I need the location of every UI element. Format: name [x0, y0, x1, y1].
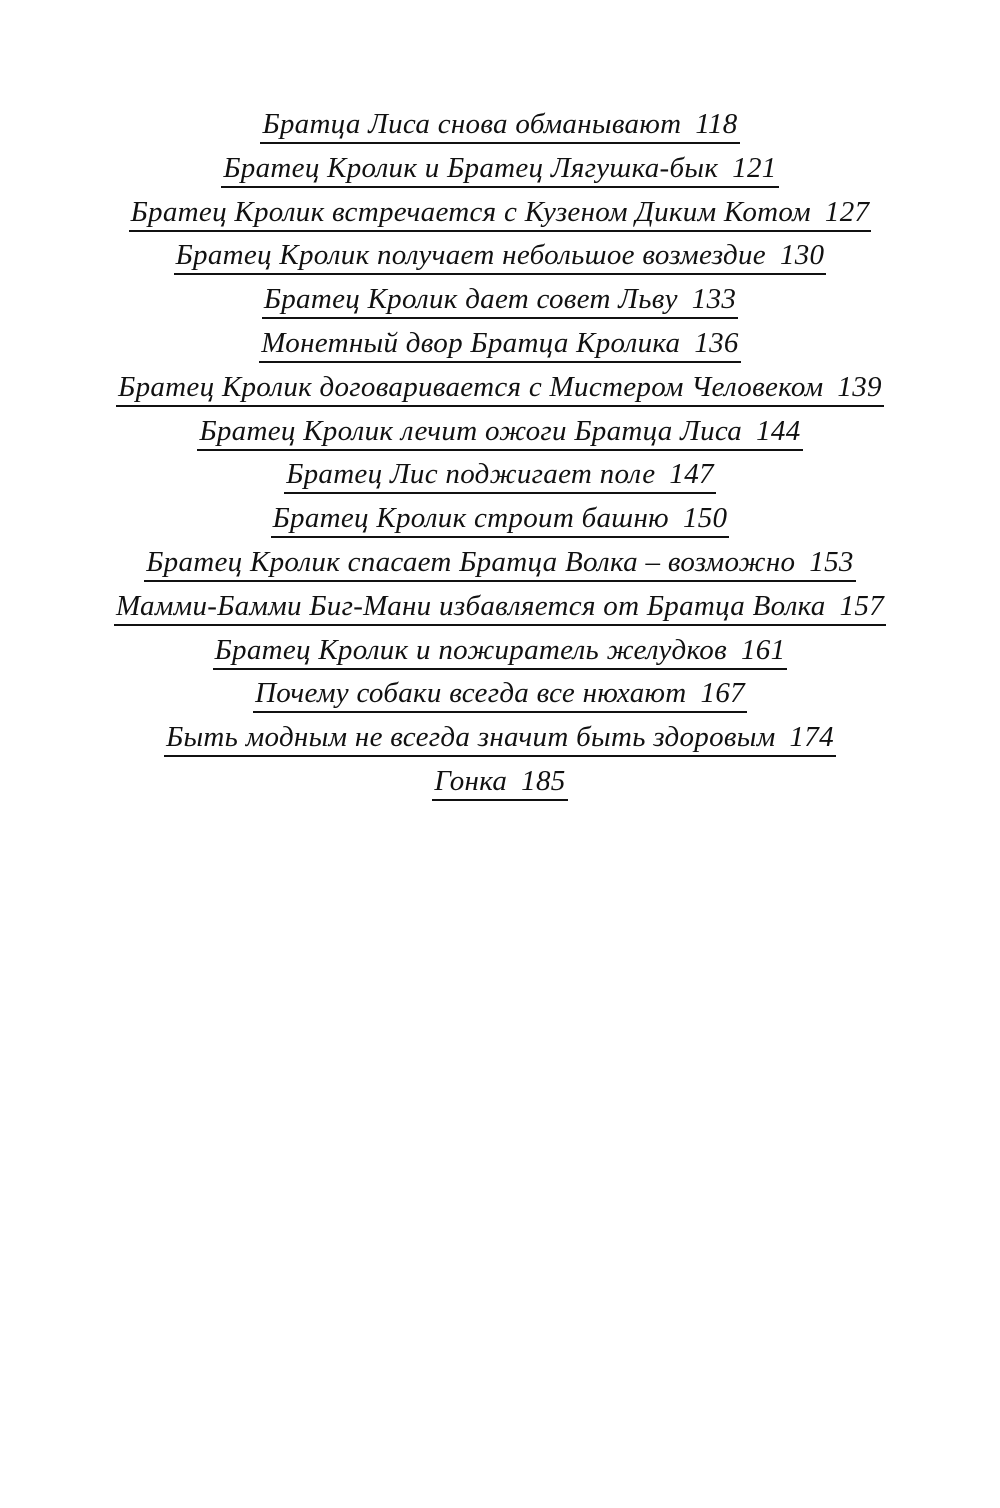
toc-link[interactable]: [114, 586, 886, 626]
toc-entry: [0, 279, 1000, 323]
toc-entry: [0, 192, 1000, 236]
toc-link[interactable]: [432, 761, 567, 801]
toc-entry-title: Братец Кролик договаривается с Мистером Человеком: [118, 370, 824, 403]
toc-link[interactable]: [262, 279, 738, 319]
toc-link[interactable]: [284, 454, 716, 494]
toc-entry: [0, 367, 1000, 411]
toc-link[interactable]: [174, 235, 827, 275]
toc-entry-page: 139: [837, 370, 882, 403]
toc-entry-title: Братец Кролик лечит ожоги Братца Лиса: [199, 414, 743, 447]
toc-entry: [0, 235, 1000, 279]
toc-entry-page: 118: [695, 108, 738, 140]
toc-entry-title: Братец Кролик спасает Братца Волка – возможно: [146, 545, 796, 578]
toc-entry: [0, 454, 1000, 498]
toc-entry-page: 130: [779, 239, 825, 272]
toc-link[interactable]: [260, 104, 739, 144]
table-of-contents: [0, 104, 1000, 805]
toc-link[interactable]: [259, 323, 740, 363]
toc-link[interactable]: [116, 367, 884, 407]
toc-entry-title: Братец Кролик встречается с Кузеном Диким Котом: [130, 195, 811, 228]
toc-entry: [0, 104, 1000, 148]
toc-entry-page: 147: [669, 458, 714, 491]
toc-link[interactable]: [271, 498, 730, 538]
toc-entry-page: 157: [839, 589, 885, 622]
toc-entry-page: 121: [732, 151, 777, 184]
toc-entry-title: Почему собаки всегда все нюхают: [255, 677, 687, 710]
toc-entry-title: Братец Кролик и Братец Лягушка-бык: [223, 151, 719, 184]
toc-entry-title: Братец Лис поджигает поле: [286, 458, 656, 491]
toc-entry: [0, 761, 1000, 805]
toc-entry: [0, 630, 1000, 674]
toc-entry: [0, 586, 1000, 630]
toc-entry-title: Братец Кролик и пожиратель желудков: [214, 633, 727, 666]
toc-link[interactable]: [129, 192, 872, 232]
toc-entry-page: 174: [789, 721, 834, 754]
toc-link[interactable]: [144, 542, 855, 582]
toc-entry-page: 144: [756, 414, 801, 447]
toc-entry: [0, 542, 1000, 586]
toc-entry-page: 185: [521, 764, 566, 797]
toc-entry-page: 133: [691, 283, 737, 316]
toc-entry: [0, 323, 1000, 367]
toc-entry-page: 161: [740, 633, 786, 666]
toc-entry: [0, 717, 1000, 761]
toc-entry-page: 153: [809, 545, 854, 578]
toc-entry-page: 127: [824, 195, 870, 228]
toc-link[interactable]: [164, 717, 836, 757]
toc-link[interactable]: [253, 673, 747, 713]
toc-entry: [0, 673, 1000, 717]
toc-entry: [0, 498, 1000, 542]
toc-entry-title: Братец Кролик строит башню: [272, 502, 669, 535]
toc-entry-title: Мамми-Бамми Биг-Мани избавляется от Братца Волка: [115, 589, 826, 622]
toc-entry-page: 150: [682, 502, 728, 535]
toc-entry-title: Братец Кролик дает совет Льву: [263, 283, 678, 316]
toc-entry-title: Гонка: [434, 764, 508, 797]
toc-link[interactable]: [197, 411, 802, 451]
toc-entry: [0, 148, 1000, 192]
toc-entry-title: Братца Лиса снова обманывают: [262, 108, 682, 140]
toc-entry-title: Монетный двор Братца Кролика: [261, 326, 681, 359]
toc-entry: [0, 411, 1000, 455]
toc-entry-title: Братец Кролик получает небольшое возмездие: [175, 239, 766, 272]
toc-link[interactable]: [221, 148, 778, 188]
toc-entry-page: 167: [700, 677, 745, 710]
toc-link[interactable]: [213, 630, 788, 670]
toc-entry-title: Быть модным не всегда значит быть здоровым: [166, 721, 776, 754]
toc-entry-page: 136: [694, 326, 739, 359]
